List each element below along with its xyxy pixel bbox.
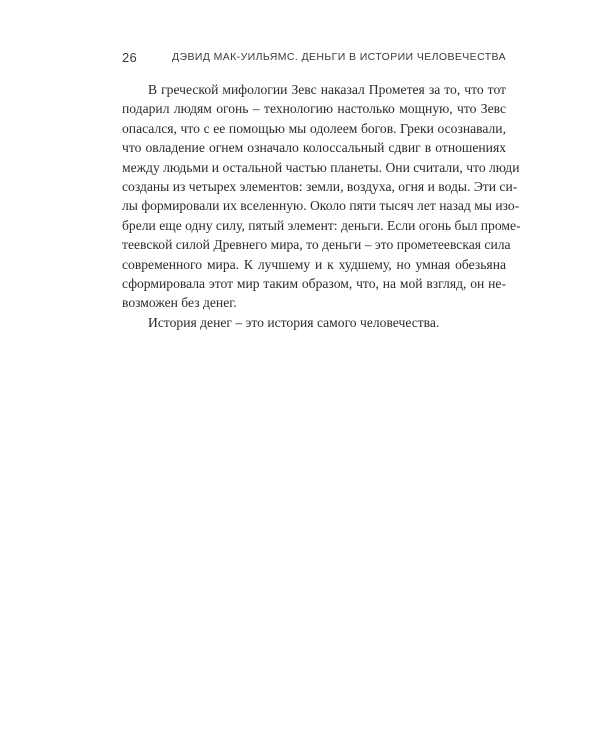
running-head: [122, 50, 506, 66]
text-line: В греческой мифологии Зевс наказал Прометея за то, что тот: [148, 82, 506, 97]
page-number: 26: [122, 50, 138, 65]
text-line: подарил людям огонь – технологию настолько мощную, что Зевс: [122, 101, 506, 117]
text-line: История денег – это история самого человечества.: [148, 314, 440, 330]
text-line: лы формировали их вселенную. Около пяти тысяч лет назад мы изо-: [122, 198, 520, 214]
text-line: брели еще одну силу, пятый элемент: деньги. Если огонь был проме-: [122, 217, 521, 233]
body-text: [122, 80, 521, 332]
text-line: сформировала этот мир таким образом, что, на мой взгляд, он не-: [122, 275, 506, 291]
text-line: что овладение огнем означало колоссальный сдвиг в отношениях: [122, 140, 506, 156]
text-line: опасался, что с ее помощью мы одолеем богов. Греки осознавали,: [122, 120, 506, 136]
paragraph: [122, 80, 521, 313]
book-title-header: ДЭВИД МАК-УИЛЬЯМС. ДЕНЬГИ В ИСТОРИИ ЧЕЛОВЕЧЕСТВА: [171, 51, 506, 63]
text-line: современного мира. К лучшему и к худшему, но умная обезьяна: [122, 256, 506, 272]
text-line: созданы из четырех элементов: земли, воздуха, огня и воды. Эти си-: [122, 178, 518, 194]
text-line: теевской силой Древнего мира, то деньги – это прометеевская сила: [122, 237, 511, 253]
text-line: возможен без денег.: [122, 295, 237, 311]
text-line: между людьми и остальной частью планеты. Они считали, что люди: [122, 159, 520, 175]
paragraph: [122, 313, 506, 332]
